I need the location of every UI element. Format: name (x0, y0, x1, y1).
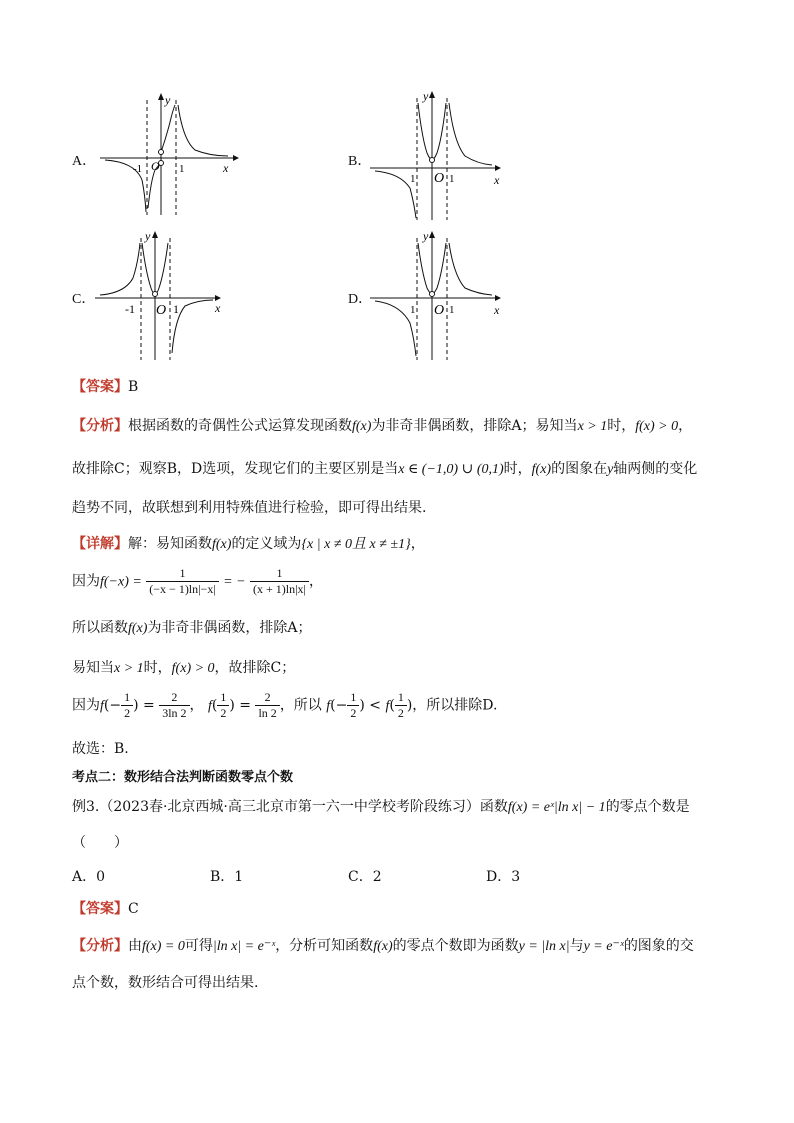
answer-2 (72, 898, 139, 918)
detail-line-2: 因为f(−x) = $\frac{1}{(-x - 1)\ln|-x|}$ = − $\frac{1}{(x + 1)\ln|x|}$ ， (72, 566, 323, 596)
tick-one: 1 (173, 302, 179, 316)
analysis-tag: 【分析】 (72, 418, 128, 434)
option-c-label[interactable]: C． (72, 292, 96, 307)
analysis-tag: 【分析】 (72, 938, 128, 954)
y-label: y (145, 229, 151, 243)
option-d-label[interactable]: D． (348, 292, 373, 307)
fraction-2: $\frac{1}{(x + 1)\ln|x|}$ (250, 566, 309, 597)
option-a-label[interactable]: A． (72, 154, 97, 169)
tick-neg-one: -1 (133, 163, 143, 175)
hole-upper (159, 150, 164, 155)
analysis-1-line-1: 【分析】根据函数的奇偶性公式运算发现函数f(x)为非奇非偶函数，排除A；易知当x > 1时，f(x) > 0， (72, 418, 693, 434)
section-title: 考点二：数形结合法判断函数零点个数 (72, 770, 294, 785)
x-label: x (223, 161, 229, 175)
y-label: y (423, 89, 429, 103)
example-3-paren: （ ） (72, 835, 128, 851)
answer-value: C (128, 901, 139, 917)
curve-mid-upper (161, 105, 175, 152)
detail-choose: 故选：B. (72, 741, 129, 757)
origin-label: O (434, 171, 445, 186)
answer-tag: 【答案】 (72, 379, 128, 395)
tick-one: 1 (449, 304, 455, 316)
tick-one: 1 (449, 173, 455, 185)
choice-a[interactable]: A．0 (72, 869, 106, 885)
answer-1 (72, 376, 138, 396)
tick-neg-one: -1 (125, 302, 135, 316)
detail-line-3: 所以函数f(x)为非奇非偶函数，排除A； (72, 620, 312, 636)
y-axis-arrow (429, 91, 435, 98)
choice-c[interactable]: C．2 (348, 869, 382, 885)
curve-right (449, 243, 492, 295)
origin-label: O (151, 159, 160, 173)
example-3-stem: 例3.（2023春·北京西城·高三北京市第一六一中学校考阶段练习）函数f(x) = eˣ|ln x| − 1的零点个数是 (72, 799, 690, 815)
option-b-label[interactable]: B． (348, 154, 372, 169)
y-axis-arrow (152, 231, 158, 238)
answer-value: B (128, 379, 139, 395)
y-axis-arrow (158, 93, 164, 100)
y-axis-arrow (429, 231, 435, 238)
x-label: x (215, 301, 221, 315)
tick-neg-one: 1 (410, 304, 416, 316)
hole (430, 292, 435, 297)
x-axis-arrow (495, 165, 501, 171)
y-label: y (165, 93, 171, 107)
hole (153, 292, 158, 297)
graph-a (95, 90, 245, 220)
tick-one: 1 (179, 163, 185, 175)
choice-b[interactable]: B．1 (210, 869, 244, 885)
y-label: y (423, 229, 429, 243)
tick-neg-one: 1 (410, 173, 416, 185)
detail-line-5: 因为f(− $\frac{1}{2}$ ) = $\frac{2}{3\ln 2}$ ， f( $\frac{1}{2}$ ) = $\frac{2}{\ln 2}$ ，所以 f(− $\frac{1}{2}$ ) < f( $\frac{1}{2}$ )，所以排除D. (72, 690, 498, 720)
choice-d[interactable]: D．3 (486, 869, 521, 885)
x-axis-arrow (495, 295, 501, 301)
curve-left (100, 243, 140, 295)
detail-line-4: 易知当x > 1时，f(x) > 0，故排除C； (72, 660, 296, 676)
curve-right (449, 103, 492, 165)
x-axis-arrow (233, 155, 239, 161)
detail-line-1: 【详解】解：易知函数f(x)的定义域为{x | x ≠ 0且 x ≠ ±1}， (72, 536, 425, 552)
graph-b (370, 88, 505, 223)
x-label: x (494, 173, 500, 187)
graph-c (95, 228, 230, 363)
analysis-1-line-3: 趋势不同，故联想到利用特殊值进行检验，即可得出结果. (72, 500, 427, 516)
analysis-2-line-2: 点个数，数形结合可得出结果. (72, 975, 259, 991)
analysis-1-line-2: 故排除C；观察B，D选项，发现它们的主要区别是当x ∈ (−1,0) ∪ (0,1)时，f(x)的图象在y轴两侧的变化 (72, 461, 698, 477)
fraction-1: $\frac{1}{(-x - 1)\ln|-x|}$ (146, 566, 218, 597)
x-label: x (494, 303, 500, 317)
detail-tag: 【详解】 (72, 536, 128, 552)
origin-label: O (434, 303, 445, 318)
curve-right (178, 105, 228, 156)
graph-d (370, 228, 505, 363)
analysis-2-line-1: 【分析】由f(x) = 0可得|ln x| = e⁻ˣ，分析可知函数f(x)的零点个数即为函数y = |ln x|与y = e⁻ˣ的图象的交 (72, 938, 694, 954)
origin-label: O (156, 303, 167, 318)
hole (430, 158, 435, 163)
answer-tag: 【答案】 (72, 901, 128, 917)
